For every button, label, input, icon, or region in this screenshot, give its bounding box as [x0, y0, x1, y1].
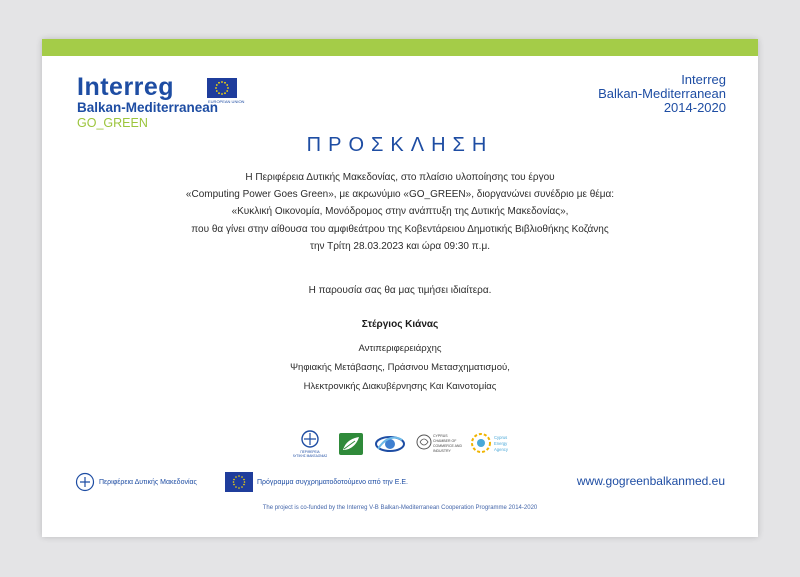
- logo-right-line1: Interreg: [681, 72, 726, 87]
- energy-caption-3: Agency: [494, 447, 508, 452]
- region-name: Περιφέρεια Δυτικής Μακεδονίας: [99, 478, 197, 486]
- logo-right-line3: 2014-2020: [663, 100, 726, 115]
- regards-line: Η παρουσία σας θα μας τιμήσει ιδιαίτερα.: [308, 285, 492, 296]
- green-partner-logo: [338, 432, 364, 461]
- logo-right-line2: Balkan-Mediterranean: [598, 86, 726, 101]
- energy-caption-1: Cyprus: [494, 435, 508, 440]
- greek-emblem-icon: [293, 430, 327, 460]
- globe-swirl-icon: [374, 432, 406, 456]
- eu-flag-icon: [207, 78, 237, 98]
- body-line: Η Περιφέρεια Δυτικής Μακεδονίας, στο πλαίσιο υλοποίησης του έργου: [245, 172, 555, 183]
- body-line: «Computing Power Goes Green», με ακρωνύμιο «GO_GREEN», διοργανώνει συνέδριο με θέμα:: [185, 189, 615, 201]
- globe-partner-logo: [374, 432, 406, 461]
- invitation-card: [42, 39, 758, 537]
- website-link[interactable]: www.gogreenbalkanmed.eu: [576, 474, 725, 488]
- chamber-caption-1: CYPRUS: [433, 434, 448, 438]
- eu-flag-small-icon: [225, 472, 253, 492]
- invitation-body: [42, 169, 758, 255]
- top-accent-bar: [42, 39, 758, 56]
- role-line: Ψηφιακής Μετάβασης, Πράσινου Μετασχηματισμού,: [290, 362, 510, 373]
- body-line: που θα γίνει στην αίθουσα του αμφιθεάτρου της Κοβεντάρειου Δημοτικής Βιβλιοθήκης Κοζάνης: [191, 223, 609, 235]
- energy-agency-icon: [470, 430, 522, 458]
- role-line: Αντιπεριφερειάρχης: [358, 343, 442, 354]
- greek-emblem-small-icon: [75, 472, 95, 492]
- body-line: «Κυκλική Οικονομία, Μονόδρομος στην ανάπτυξη της Δυτικής Μακεδονίας»,: [231, 206, 569, 218]
- interreg-programme-logo: [598, 73, 726, 115]
- cofunding-note: The project is co-funded by the Interreg V-B Balkan-Mediterranean Cooperation Programme 2014-2020: [262, 505, 538, 511]
- energy-caption-2: Energy: [494, 441, 508, 446]
- chamber-caption-3: COMMERCE AND: [433, 444, 462, 448]
- eu-caption: EUROPEAN UNION: [208, 99, 245, 104]
- invitation-title: ΠΡΟΣΚΛΗΣΗ: [306, 134, 494, 156]
- programme-name: Πρόγραμμα συγχρηματοδοτούμενο από την Ε.Ε.: [257, 478, 408, 486]
- signer-role: [42, 339, 758, 396]
- energy-partner-logo: [470, 430, 522, 463]
- chamber-partner-logo: [415, 430, 465, 463]
- region-partner-logo: [293, 430, 327, 465]
- region-caption-1: ΠΕΡΙΦΕΡΕΙΑ: [300, 450, 320, 454]
- role-line: Ηλεκτρονικής Διακυβέρνησης Και Καινοτομίας: [303, 381, 497, 392]
- body-line: την Τρίτη 28.03.2023 και ώρα 09:30 π.μ.: [310, 240, 490, 252]
- programme-footer-logo: [225, 472, 408, 492]
- chamber-caption-2: CHAMBER OF: [433, 439, 457, 443]
- logo-project-name: GO_GREEN: [77, 116, 148, 130]
- logo-subtitle: Balkan-Mediterranean: [77, 100, 219, 115]
- region-footer-logo: [75, 472, 197, 492]
- chamber-caption-4: INDUSTRY: [433, 449, 451, 453]
- region-caption-2: ΔΥΤΙΚΗΣ ΜΑΚΕΔΟΝΙΑΣ: [293, 454, 327, 458]
- leaf-book-icon: [338, 432, 364, 456]
- logo-wordmark: Interreg: [77, 73, 175, 101]
- partner-logos: [42, 430, 758, 460]
- signer-name: Στέργιος Κιάνας: [361, 319, 439, 330]
- interreg-gogreen-logo: [77, 73, 245, 131]
- chamber-emblem-icon: [415, 430, 465, 458]
